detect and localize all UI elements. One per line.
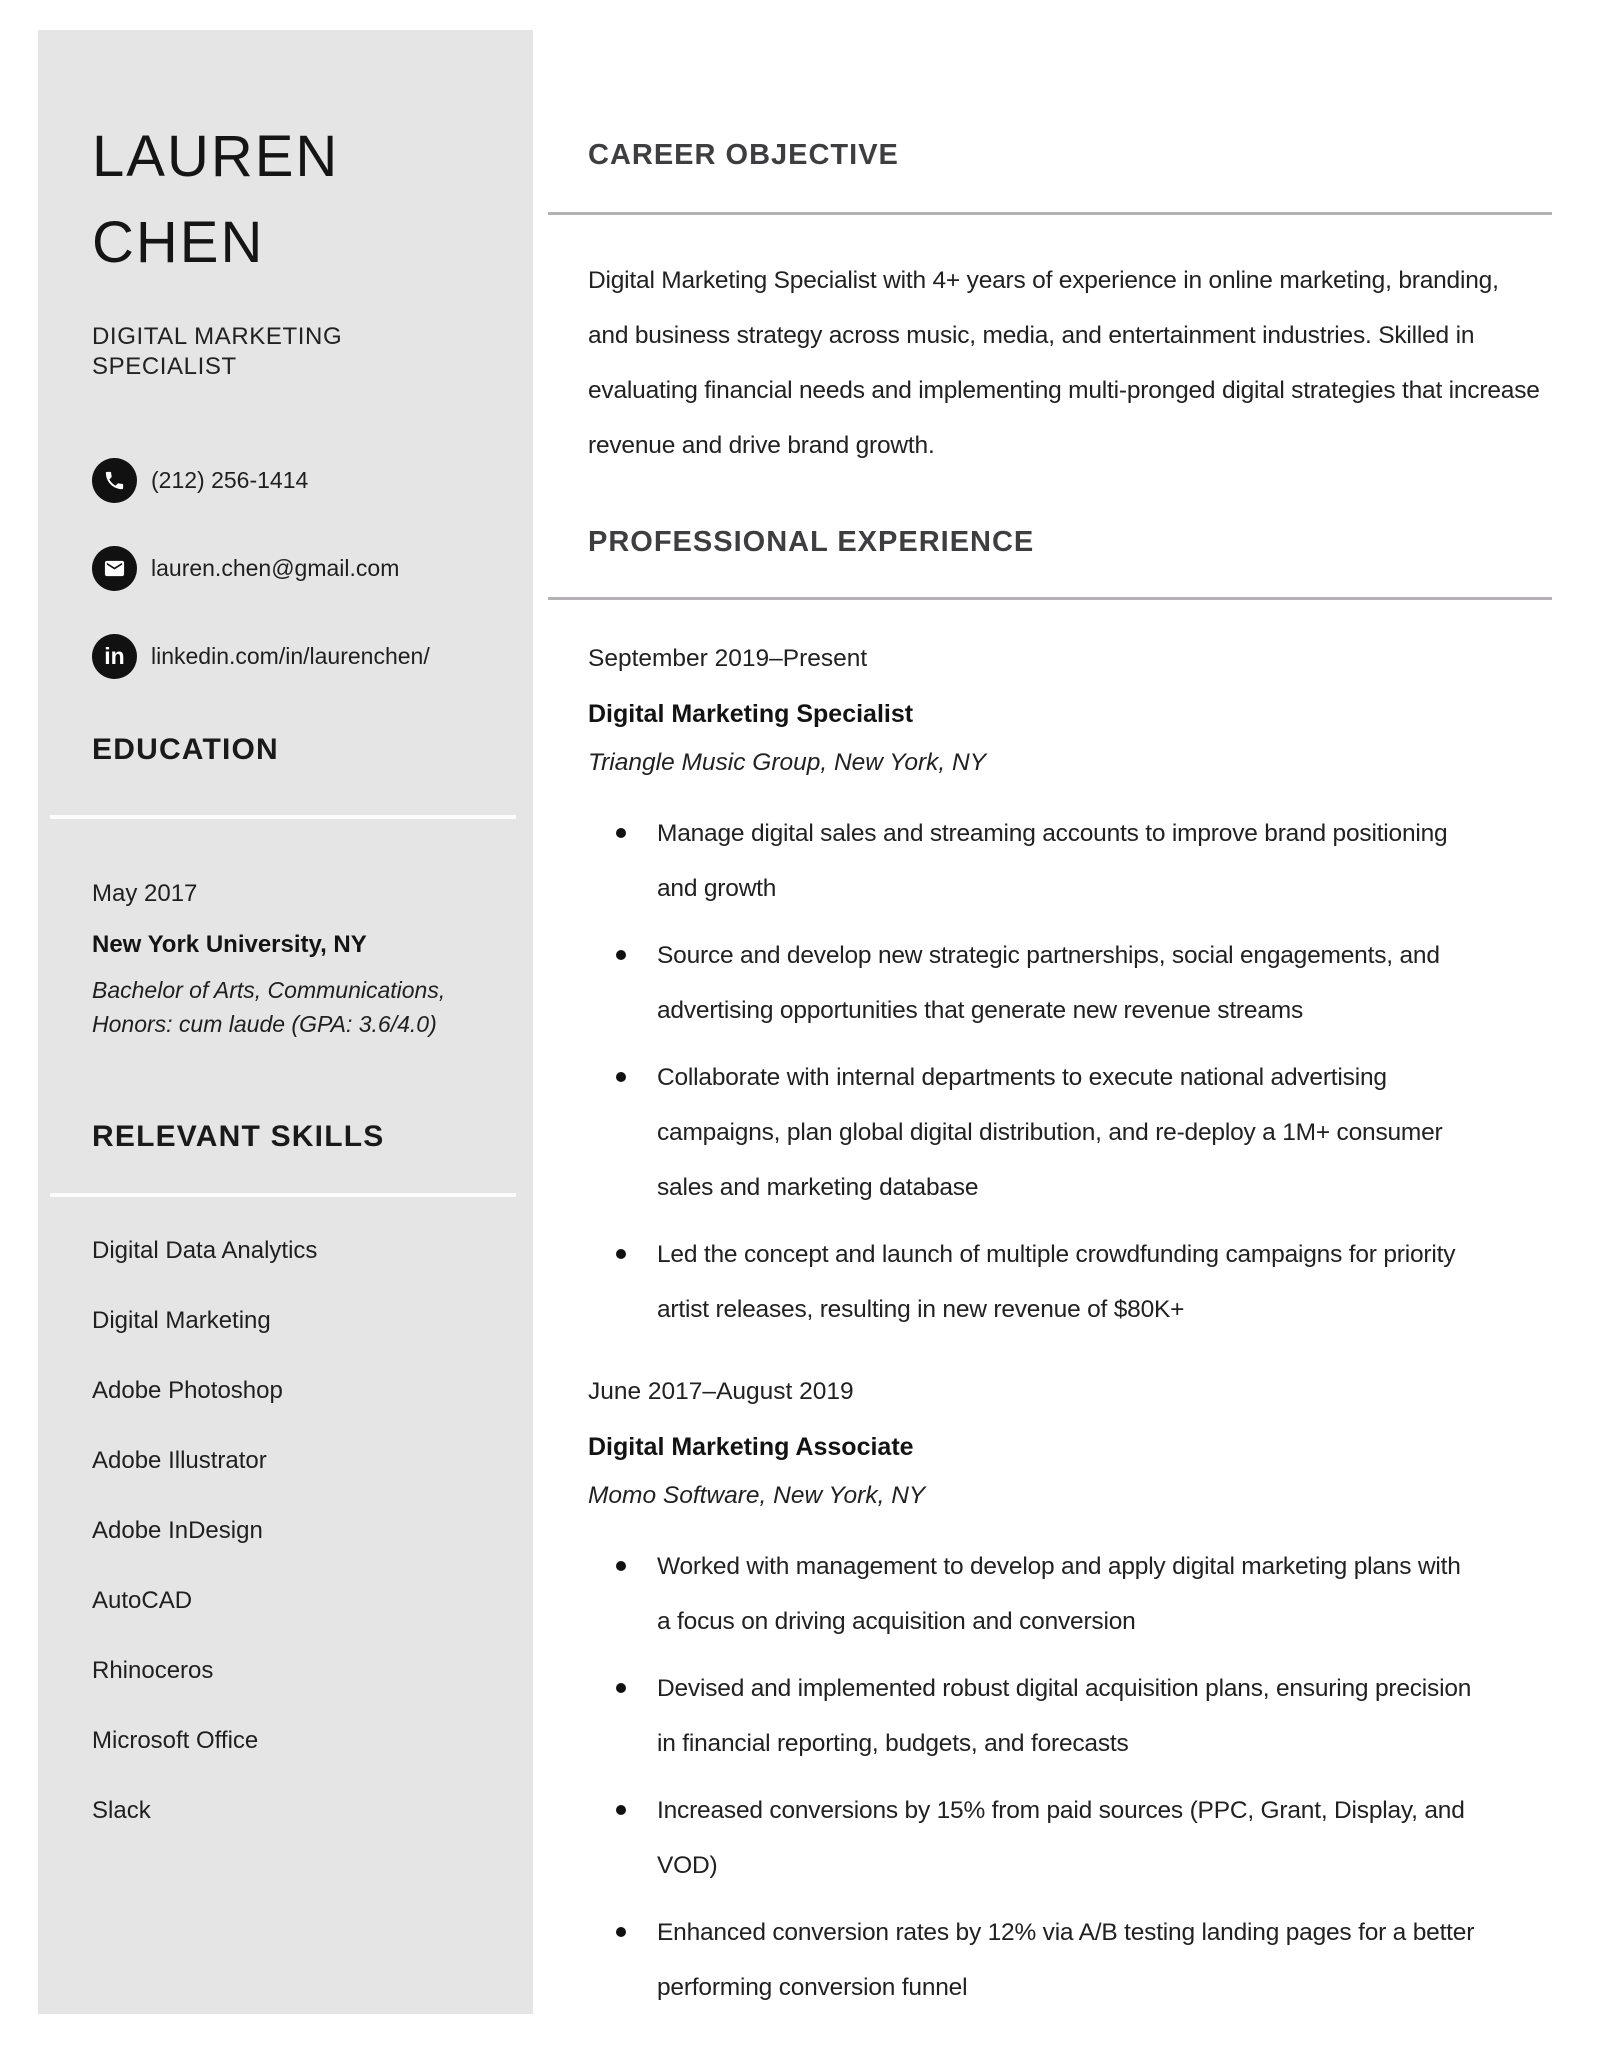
education-degree	[92, 973, 488, 1041]
education-degree-line1: Bachelor of Arts, Communications,	[92, 977, 446, 1003]
candidate-name-line1: LAUREN	[92, 124, 340, 189]
email-address: lauren.chen@gmail.com	[151, 555, 400, 581]
job-bullet-list	[588, 806, 1478, 1337]
job-bullet: Manage digital sales and streaming accounts to improve brand positioning and growth	[657, 806, 1478, 916]
linkedin-icon: in	[92, 634, 137, 679]
main-column	[548, 0, 1552, 2027]
education-heading: EDUCATION	[92, 733, 279, 766]
skill-item: Slack	[92, 1797, 151, 1824]
candidate-job-title: DIGITAL MARKETING SPECIALIST	[92, 323, 343, 380]
skill-item: Digital Marketing	[92, 1307, 271, 1334]
candidate-name-line2: CHEN	[92, 210, 265, 275]
job-dates: September 2019–Present	[588, 645, 868, 672]
skill-item: Adobe InDesign	[92, 1517, 263, 1544]
skill-item: Digital Data Analytics	[92, 1237, 318, 1264]
contact-row-phone	[92, 458, 488, 503]
skills-heading: RELEVANT SKILLS	[92, 1120, 385, 1153]
job-bullet: Enhanced conversion rates by 12% via A/B testing landing pages for a better performing conversion funnel	[657, 1905, 1478, 2015]
candidate-name	[92, 114, 488, 286]
skill-item: AutoCAD	[92, 1587, 193, 1614]
contact-row-linkedin	[92, 634, 488, 679]
contact-section	[92, 458, 488, 679]
job-dates: June 2017–August 2019	[588, 1378, 854, 1405]
linkedin-url: linkedin.com/in/laurenchen/	[151, 643, 430, 669]
skill-item: Microsoft Office	[92, 1727, 259, 1754]
contact-row-email	[92, 546, 488, 591]
career-objective-text: Digital Marketing Specialist with 4+ years of experience in online marketing, branding, and business strategy across music, media, and entertainment industries. Skilled in evaluating financial needs and implementing multi-pronged digital strategies that increase revenue and drive brand growth.	[588, 267, 1540, 459]
skills-list	[92, 1236, 488, 1826]
job-entry	[548, 1375, 1552, 2015]
job-bullet: Source and develop new strategic partnerships, social engagements, and advertising opportunities that generate new revenue streams	[657, 928, 1478, 1038]
skills-divider	[50, 1193, 516, 1197]
job-title: Digital Marketing Associate	[588, 1433, 914, 1461]
job-entry	[548, 642, 1552, 1337]
job-bullet: Devised and implemented robust digital acquisition plans, ensuring precision in financial reporting, budgets, and forecasts	[657, 1661, 1478, 1771]
job-bullet: Worked with management to develop and apply digital marketing plans with a focus on driving acquisition and conversion	[657, 1539, 1478, 1649]
job-company: Triangle Music Group, New York, NY	[588, 749, 987, 776]
education-school: New York University, NY	[92, 931, 367, 958]
education-divider	[50, 815, 516, 819]
phone-icon	[92, 458, 137, 503]
education-degree-line2: Honors: cum laude (GPA: 3.6/4.0)	[92, 1011, 437, 1037]
career-objective-divider	[548, 212, 1552, 215]
job-bullet-list	[588, 1539, 1478, 2015]
education-date: May 2017	[92, 880, 198, 907]
phone-number: (212) 256-1414	[151, 467, 309, 493]
professional-experience-heading: PROFESSIONAL EXPERIENCE	[588, 526, 1035, 558]
job-bullet: Led the concept and launch of multiple crowdfunding campaigns for priority artist releases, resulting in new revenue of $80K+	[657, 1227, 1478, 1337]
email-icon	[92, 546, 137, 591]
sidebar	[38, 30, 533, 2014]
skill-item: Rhinoceros	[92, 1657, 214, 1684]
skill-item: Adobe Photoshop	[92, 1377, 283, 1404]
professional-experience-divider	[548, 597, 1552, 600]
job-bullet: Increased conversions by 15% from paid sources (PPC, Grant, Display, and VOD)	[657, 1783, 1478, 1893]
career-objective-heading: CAREER OBJECTIVE	[588, 139, 899, 171]
job-bullet: Collaborate with internal departments to execute national advertising campaigns, plan global digital distribution, and re-deploy a 1M+ consumer sales and marketing database	[657, 1050, 1478, 1215]
job-title: Digital Marketing Specialist	[588, 700, 914, 728]
skill-item: Adobe Illustrator	[92, 1447, 267, 1474]
job-company: Momo Software, New York, NY	[588, 1482, 926, 1509]
